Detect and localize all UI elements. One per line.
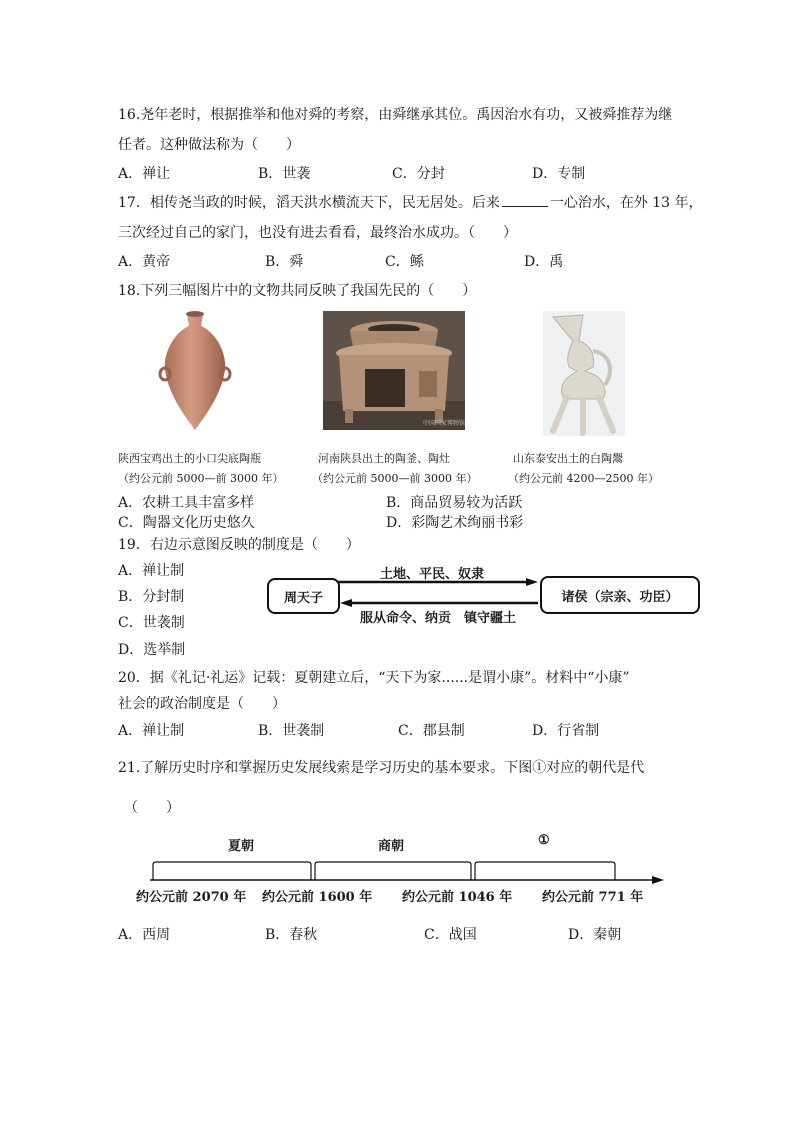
pottery-stove-image	[323, 311, 465, 430]
q21-option-a: A．西周	[118, 927, 171, 943]
q18-option-a: A．农耕工具丰富多样	[118, 495, 255, 511]
q20-stem-line2: 社会的政治制度是（ ）	[118, 696, 286, 712]
image2-caption-date: （约公元前 5000—前 3000 年）	[312, 472, 478, 485]
q17-answer-blank	[502, 194, 548, 207]
q17-stem-line2: 三次经过自己的家门，也没有进去看看，最终治水成功。（ ）	[118, 225, 517, 241]
q20-option-b: B．世袭制	[258, 723, 325, 739]
q20-option-a: A．禅让制	[118, 723, 185, 739]
q21-option-c: C．战国	[424, 927, 477, 943]
q16-stem-line2: 任者。这种做法称为（ ）	[118, 137, 300, 153]
q16-option-a: A．禅让	[118, 166, 171, 182]
image3-caption-date: （约公元前 4200—2500 年）	[508, 472, 659, 485]
q21-stem-line2: （ ）	[124, 800, 180, 816]
timeline-date-1: 约公元前 2070 年	[136, 890, 247, 905]
q17-option-c: C．鲧	[385, 254, 424, 270]
diagram-top-label: 土地、平民、奴隶	[380, 567, 485, 582]
q21-option-b: B．春秋	[265, 927, 318, 943]
image2-caption-title: 河南陕县出土的陶釜、陶灶	[318, 452, 450, 465]
q19-option-a: A．禅让制	[118, 563, 185, 579]
museum-watermark: 中国国家博物馆	[423, 420, 465, 427]
q17-option-b: B．舜	[265, 254, 304, 270]
arrow-right-icon	[338, 578, 538, 586]
q18-option-d: D．彩陶艺术绚丽书彩	[386, 515, 524, 531]
q19-option-b: B．分封制	[118, 589, 185, 605]
image1-caption-date: （约公元前 5000—前 3000 年）	[118, 472, 284, 485]
q18-option-c: C．陶器文化历史悠久	[118, 515, 255, 531]
q16-stem-line1: 16.尧年老时，根据推举和他对舜的考察，由舜继承其位。禹因治水有功，又被舜推荐为继	[118, 107, 673, 123]
q17-stem-line1	[118, 194, 703, 212]
q21-option-d: D．秦朝	[568, 927, 622, 943]
q20-stem-line1: 20．据《礼记·礼运》记载：夏朝建立后，“天下为家......是谓小康”。材料中“小康”	[118, 670, 630, 686]
q20-option-c: C．郡县制	[398, 723, 465, 739]
arrow-left-icon	[340, 599, 538, 607]
q18-stem: 18.下列三幅图片中的文物共同反映了我国先民的（ ）	[118, 283, 477, 299]
timeline-date-2: 约公元前 1600 年	[262, 890, 373, 905]
q21-stem-line1: 21.了解历史时序和掌握历史发展线索是学习历史的基本要求。下图①对应的朝代是代	[118, 760, 645, 776]
q17-stem-post: 一心治水，在外 13 年，	[549, 195, 703, 211]
timeline-period-shang: 商朝	[378, 839, 405, 854]
white-pottery-gui-image	[543, 311, 625, 436]
diagram-bottom-label: 服从命令、纳贡 镇守疆土	[360, 611, 517, 626]
q20-option-d: D．行省制	[532, 723, 600, 739]
timeline-date-4: 约公元前 771 年	[542, 890, 644, 905]
q19-stem: 19．右边示意图反映的制度是（ ）	[118, 537, 360, 553]
q17-option-d: D．禹	[524, 254, 564, 270]
q16-option-d: D．专制	[532, 166, 586, 182]
timeline-date-3: 约公元前 1046 年	[402, 890, 513, 905]
timeline-period-xia: 夏朝	[228, 839, 255, 854]
q19-option-d: D．选举制	[118, 642, 186, 658]
q16-option-b: B．世袭	[258, 166, 311, 182]
q17-option-a: A．黄帝	[118, 254, 171, 270]
timeline-axis	[150, 852, 664, 884]
q17-stem-pre: 17．相传尧当政的时候，滔天洪水横流天下，民无居处。后来	[118, 195, 500, 211]
q19-option-c: C．世袭制	[118, 615, 185, 631]
image3-caption-title: 山东泰安出土的白陶鬶	[513, 452, 623, 465]
timeline-period-unknown: ①	[538, 833, 550, 848]
image1-caption-title: 陕西宝鸡出土的小口尖底陶瓶	[118, 452, 261, 465]
q16-option-c: C．分封	[392, 166, 445, 182]
pointed-bottom-jar-image	[155, 308, 235, 432]
diagram-left-box: 周天子	[267, 578, 340, 614]
q18-option-b: B．商品贸易较为活跃	[386, 495, 523, 511]
diagram-right-box: 诸侯（宗亲、功臣）	[540, 576, 700, 614]
